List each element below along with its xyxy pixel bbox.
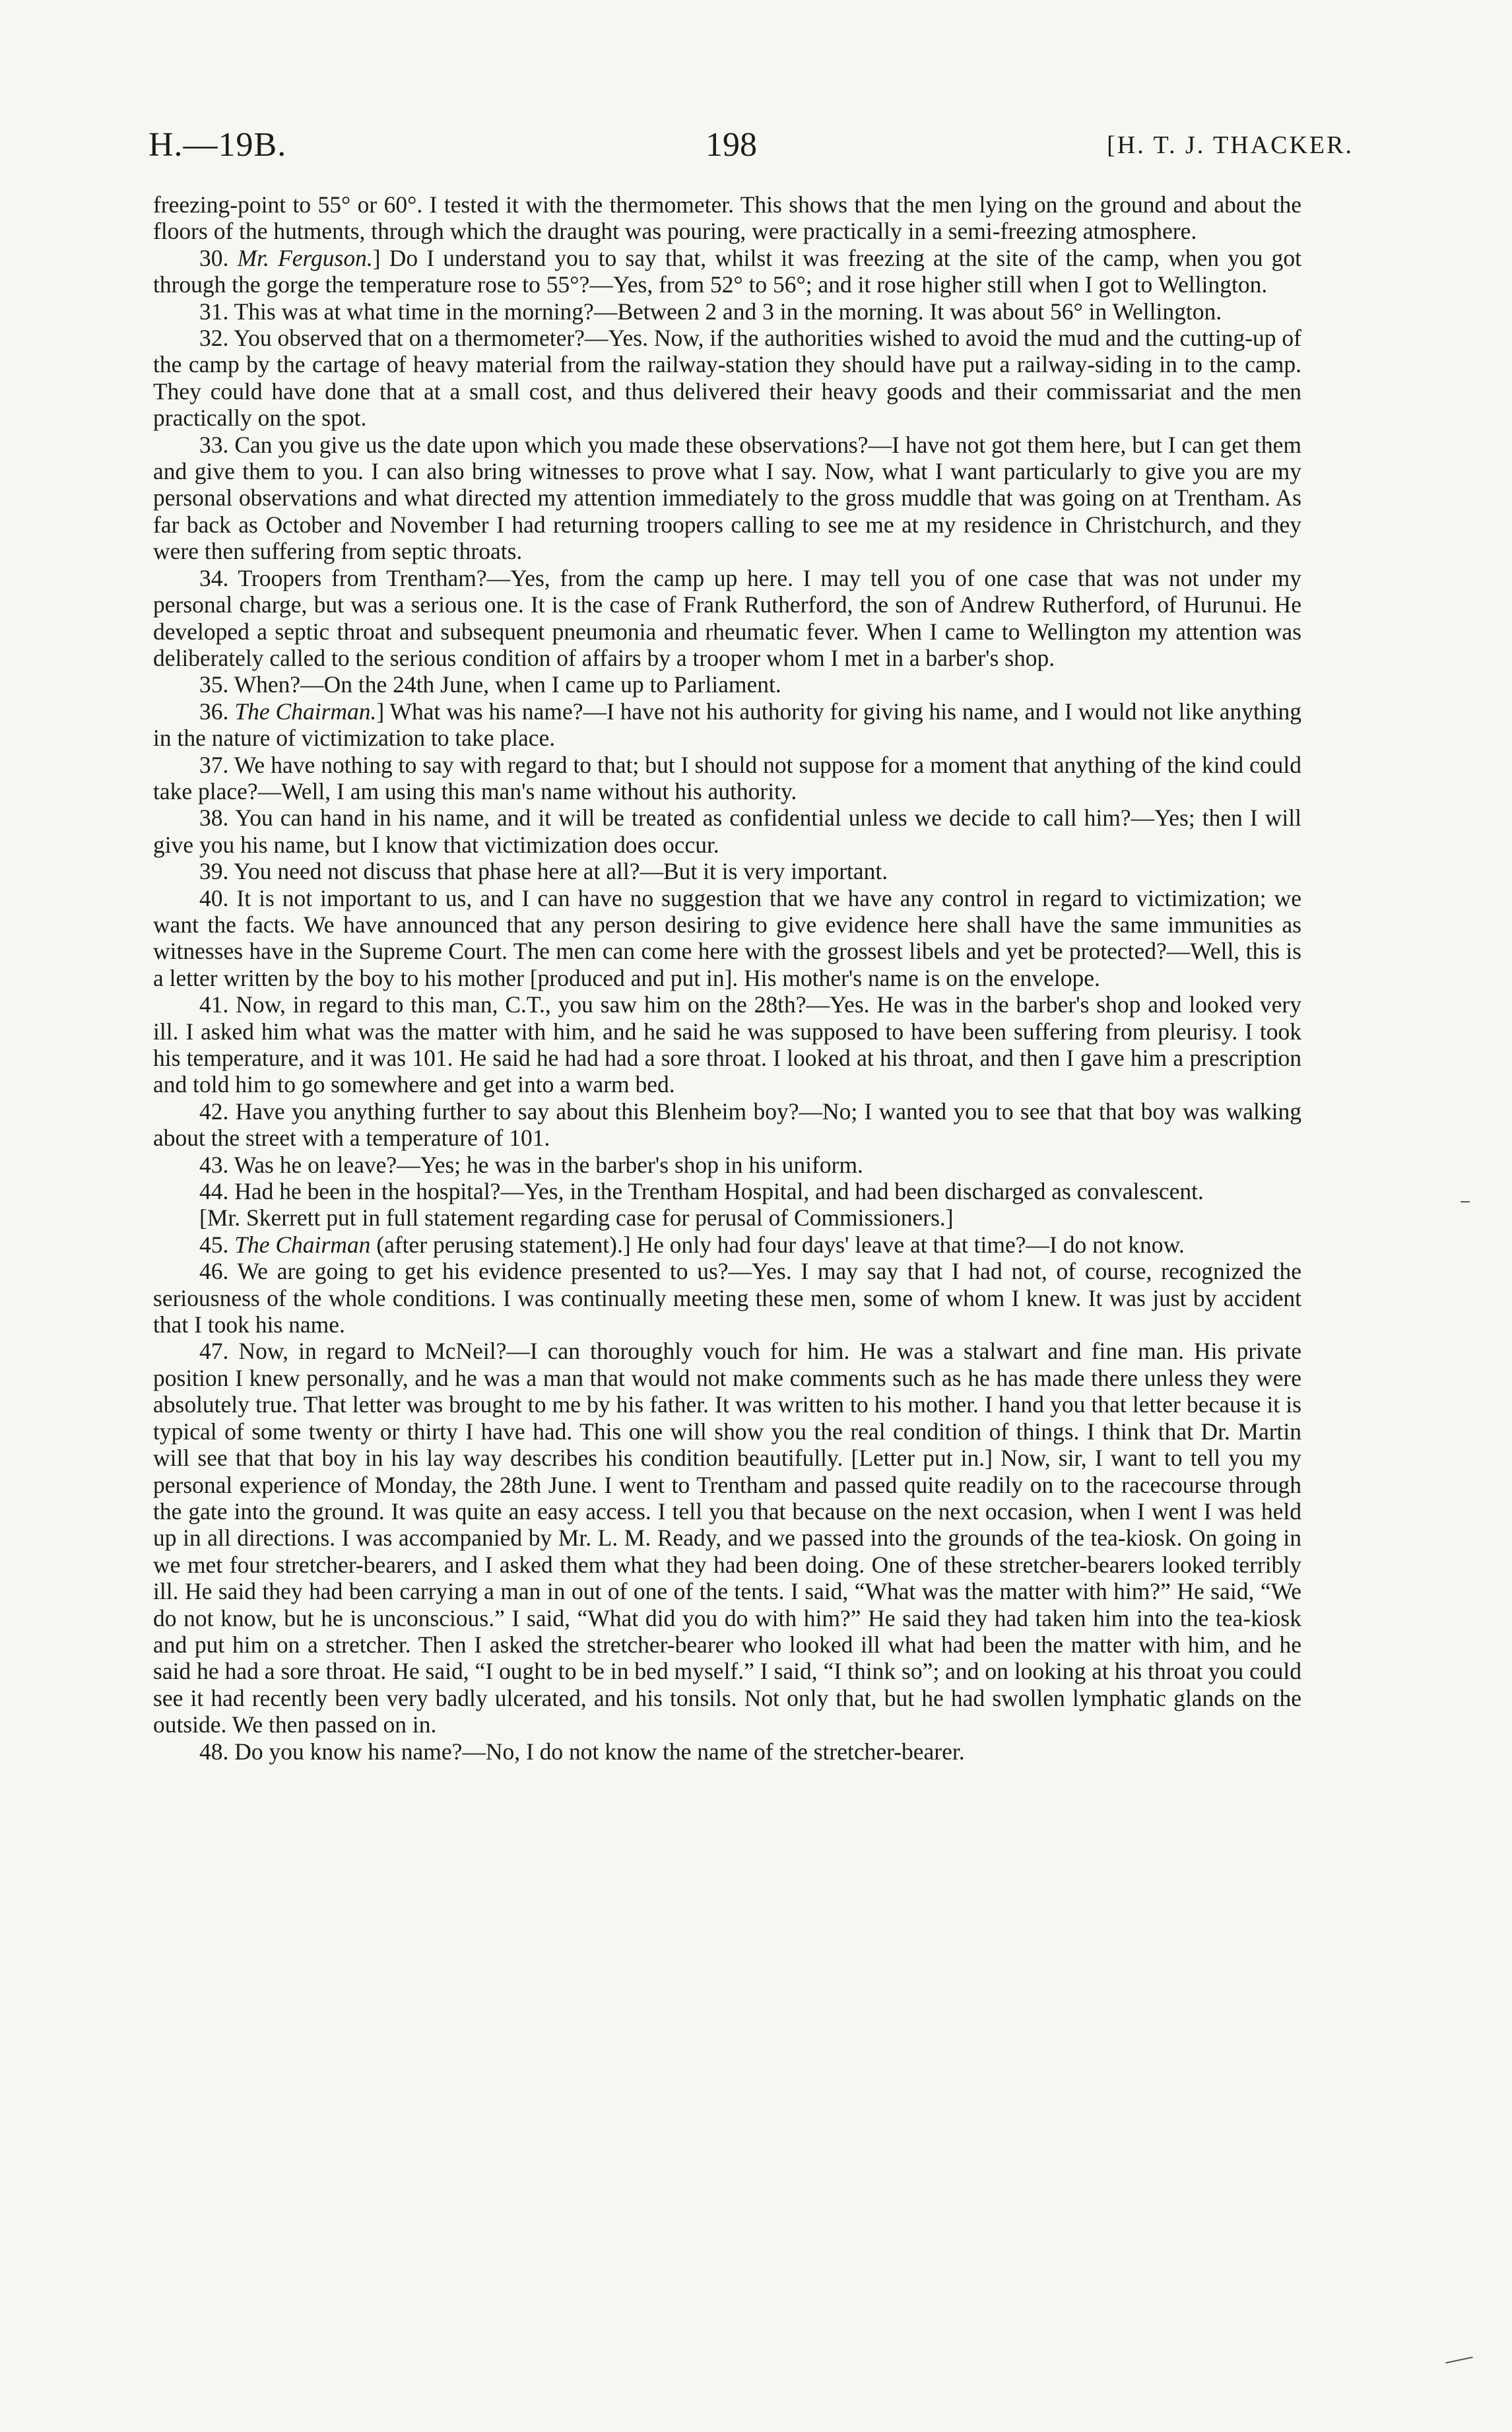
paragraph xyxy=(153,1258,1301,1338)
paragraph-text: Have you anything further to say about this Blenheim boy?—No; I wanted you to see that that boy was walking about the street with a temperature of 101. xyxy=(153,1098,1302,1152)
paragraph-text: freezing-point to 55° or 60°. I tested it with the thermometer. This shows that the men lying on the ground and about the floors of the hutments, through which the draught was pouring, were practically in a semi-freezing atmosphere. xyxy=(153,191,1301,245)
paragraph-text: You observed that on a thermometer?—Yes. Now, if the authorities wished to avoid the mud and the cutting-up of the camp by the cartage of heavy material from the railway-station they should have put a railway-siding in to the camp. They could have done that at a small cost, and thus delivered their heavy goods and their commissariat and the men practically on the spot. xyxy=(153,325,1302,432)
question-number: 46. xyxy=(199,1258,229,1285)
question-number: 48. xyxy=(199,1738,229,1765)
question-number: 40. xyxy=(199,884,229,911)
paragraph-text: You can hand in his name, and it will be treated as confidential unless we decide to call him?—Yes; then I will give you his name, but I know that victimization does occur. xyxy=(153,805,1301,858)
paragraph xyxy=(153,1338,1301,1738)
page-number: 198 xyxy=(706,126,757,164)
paragraph-text: [Mr. Skerrett put in full statement regarding case for perusal of Commissioners.] xyxy=(199,1204,954,1232)
paragraph xyxy=(153,858,1301,884)
paragraph xyxy=(153,805,1301,858)
paragraph xyxy=(153,1738,1301,1765)
paragraph xyxy=(153,1152,1301,1178)
question-number: 33. xyxy=(199,431,229,458)
witness-name: [H. T. J. THACKER. xyxy=(1107,131,1354,159)
paragraph xyxy=(153,1232,1301,1258)
paragraph xyxy=(153,1204,1301,1231)
paragraph xyxy=(153,191,1301,245)
question-number: 43. xyxy=(199,1151,229,1178)
paragraph xyxy=(153,991,1301,1098)
paragraph-text: You need not discuss that phase here at all?—But it is very important. xyxy=(233,858,888,885)
paragraph xyxy=(153,298,1301,325)
paragraph-text: When?—On the 24th June, when I came up to Parliament. xyxy=(234,671,781,698)
paragraph-text: Had he been in the hospital?—Yes, in the Trentham Hospital, and had been discharged as convalescent. xyxy=(234,1178,1204,1205)
question-number: 34. xyxy=(199,564,229,591)
paragraph-text: This was at what time in the morning?—Between 2 and 3 in the morning. It was about 56° in Wellington. xyxy=(234,298,1222,325)
paragraph-text: Can you give us the date upon which you made these observations?—I have not got them here, but I can get them and give them to you. I can also bring witnesses to prove what I say. Now, what I want particularly to give you are my personal observations and what directed my attention immediately to the gross muddle that was going on at Trentham. As far back as October and November I had returning troopers calling to see me at my residence in Christchurch, and they were then suffering from septic throats. xyxy=(153,431,1301,565)
paragraph xyxy=(153,565,1301,672)
paragraph xyxy=(153,325,1301,432)
paragraph-text: Do you know his name?—No, I do not know the name of the stretcher-bearer. xyxy=(234,1738,965,1765)
speaker-name: Mr. Ferguson. xyxy=(237,244,373,271)
question-number: 47. xyxy=(199,1338,229,1365)
question-number: 39. xyxy=(199,858,229,885)
question-number: 30. xyxy=(199,244,229,271)
paragraph-text: Now, in regard to McNeil?—I can thoroughly vouch for him. He was a stalwart and fine man. His private position I knew personally, and he was a man that would not make comments such as he has made there unless they were absolutely true. That letter was brought to me by his father. It was written to his mother. I hand you that letter because it is typical of some twenty or thirty I have had. This one will show you the real condition of things. I think that Dr. Martin will see that that boy in his lay way describes his condition beautifully. [Letter put in.] Now, sir, I want to tell you my personal experience of Monday, the 28th June. I went to Trentham and passed quite readily on to the racecourse through the gate into the ground. It was quite an easy access. I tell you that because on the next occasion, when I went I was held up in all directions. I was accompanied by Mr. L. M. Ready, and we passed into the grounds of the tea-kiosk. On going in we met four stretcher-bearers, and I asked them what they had been doing. One of these stretcher-bearers looked terribly ill. He said they had been carrying a man in out of one of the tents. I said, “What was the matter with him?” He said, “We do not know, but he is unconscious.” I said, “What did you do with him?” He said they had taken him into the tea-kiosk and put him on a stretcher. Then I asked the stretcher-bearer who looked ill what had been the matter with him, and he said he had a sore throat. He said, “I ought to be in bed myself.” I said, “I think so”; and on looking at his throat you could see it had recently been very badly ulcerated, and his tonsils. Not only that, but he had swollen lymphatic glands on the outside. We then passed on in. xyxy=(153,1338,1301,1738)
paragraph-text: We have nothing to say with regard to that; but I should not suppose for a moment that anything of the kind could take place?—Well, I am using this man's name without his authority. xyxy=(153,751,1302,805)
question-number: 37. xyxy=(199,751,229,778)
question-number: 35. xyxy=(199,671,229,698)
question-number: 41. xyxy=(199,991,229,1018)
question-number: 44. xyxy=(199,1178,229,1205)
paragraph xyxy=(153,671,1301,698)
question-number: 42. xyxy=(199,1098,229,1125)
question-number: 36. xyxy=(199,698,229,725)
paragraph xyxy=(153,1178,1301,1204)
paragraph xyxy=(153,698,1301,752)
question-number: 45. xyxy=(199,1231,229,1258)
paragraph-text: We are going to get his evidence presented to us?—Yes. I may say that I had not, of course, recognized the seriousness of the whole conditions. I was continually meeting these men, some of whom I knew. It was just by accident that I took his name. xyxy=(153,1258,1302,1338)
speaker-name: The Chairman. xyxy=(234,698,377,725)
paragraph-text: ] What was his name?—I have not his authority for giving his name, and I would not like anything in the nature of victimization to take place. xyxy=(153,698,1302,752)
paragraph-text: ] Do I understand you to say that, whilst it was freezing at the site of the camp, when you got through the gorge the temperature rose to 55°?—Yes, from 52° to 56°; and it rose higher still when I got to Wellington. xyxy=(153,244,1302,298)
paragraph xyxy=(153,245,1301,298)
paragraph xyxy=(153,432,1301,565)
question-number: 38. xyxy=(199,805,229,832)
question-number: 31. xyxy=(199,298,229,325)
speaker-name: The Chairman xyxy=(234,1231,371,1258)
paragraph-text: It is not important to us, and I can have no suggestion that we have any control in regard to victimization; we want the facts. We have announced that any person desiring to give evidence here shall have the same immunities as witnesses have in the Supreme Court. The men can come here with the grossest libels and yet be protected?—Well, this is a letter written by the boy to his mother [produced and put in]. His mother's name is on the envelope. xyxy=(153,884,1301,991)
page-header xyxy=(148,125,1354,172)
paragraph-text: Troopers from Trentham?—Yes, from the camp up here. I may tell you of one case that was not under my personal charge, but was a serious one. It is the case of Frank Rutherford, the son of Andrew Rutherford, of Hurunui. He developed a septic throat and subsequent pneumonia and rheumatic fever. When I came to Wellington my attention was deliberately called to the serious condition of affairs by a trooper whom I met in a barber's shop. xyxy=(153,564,1301,671)
paragraph-text: Now, in regard to this man, C.T., you saw him on the 28th?—Yes. He was in the barber's shop and looked very ill. I asked him what was the matter with him, and he said he was supposed to have been suffering from pleurisy. I took his temperature, and it was 101. He said he had had a sore throat. I looked at his throat, and then I gave him a prescription and told him to go somewhere and get into a warm bed. xyxy=(153,991,1301,1098)
document-reference: H.—19B. xyxy=(148,126,287,164)
evidence-text xyxy=(153,191,1301,1765)
margin-mark xyxy=(1445,2357,1472,2364)
paragraph-text: (after perusing statement).] He only had four days' leave at that time?—I do not know. xyxy=(370,1231,1185,1258)
paragraph xyxy=(153,885,1301,992)
margin-mark xyxy=(1461,1201,1470,1202)
paragraph-text: Was he on leave?—Yes; he was in the barber's shop in his uniform. xyxy=(234,1151,863,1178)
paragraph xyxy=(153,1098,1301,1152)
paragraph xyxy=(153,752,1301,805)
question-number: 32. xyxy=(199,325,229,352)
